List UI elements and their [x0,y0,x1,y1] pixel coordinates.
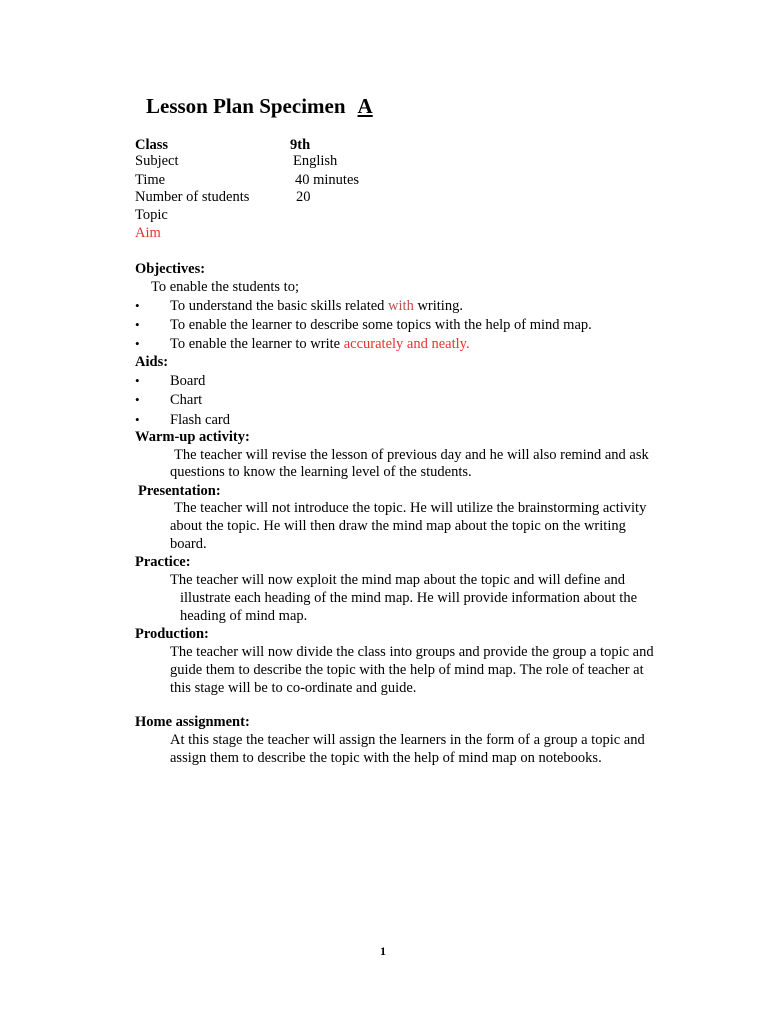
aim-label: Aim [135,225,161,241]
class-label: Class [135,137,169,153]
bullet-icon: • [135,373,140,388]
objective-text: To enable the learner to write [170,336,344,352]
practice-line: illustrate each heading of the mind map. He will provide information about the [180,590,638,606]
title-text: Lesson Plan Specimen [146,94,346,118]
bullet-icon: • [135,317,140,332]
presentation-line: about the topic. He will then draw the mind map about the topic on the writing [170,518,626,534]
home-line: assign them to describe the topic with the help of mind map on notebooks. [170,750,602,766]
practice-line: The teacher will now exploit the mind map about the topic and will define and [170,572,626,588]
page-number: 1 [380,944,386,958]
warmup-line: questions to know the learning level of the students. [170,464,472,480]
topic-label: Topic [135,207,168,223]
production-line: The teacher will now divide the class into groups and provide the group a topic and [170,644,654,660]
subject-label: Subject [135,153,179,169]
time-value: 40 minutes [295,172,360,188]
objectives-intro: To enable the students to; [151,279,299,295]
warmup-heading: Warm-up activity: [135,429,250,445]
bullet-icon: • [135,336,140,351]
objective-text: writing. [413,298,463,314]
practice-heading: Practice: [135,554,191,570]
production-line: guide them to describe the topic with the help of mind map. The role of teacher at [170,662,644,678]
objective-text: To understand the basic skills related [170,298,389,314]
students-label: Number of students [135,189,250,205]
production-line: this stage will be to co-ordinate and guide. [170,680,417,696]
bullet-icon: • [135,392,140,407]
home-line: At this stage the teacher will assign the learners in the form of a group a topic and [170,732,645,748]
bullet-icon: • [135,298,140,313]
objectives-heading: Objectives: [135,261,206,277]
aid-item: Flash card [170,412,230,428]
aid-item: Chart [170,392,203,408]
page-title [146,94,373,119]
objective-highlight: accurately and neatly. [343,336,470,352]
presentation-heading: Presentation: [138,483,221,499]
objective-item [170,335,470,353]
aid-item: Board [170,373,206,389]
time-label: Time [135,172,166,188]
production-heading: Production: [135,626,209,642]
warmup-line: The teacher will revise the lesson of previous day and he will also remind and ask [174,447,649,463]
presentation-line: The teacher will not introduce the topic. He will utilize the brainstorming activity [174,500,647,516]
aids-heading: Aids: [135,354,169,370]
title-letter: A [357,94,373,118]
objective-item: To enable the learner to describe some topics with the help of mind map. [170,317,592,333]
objective-highlight: with [388,298,414,314]
students-value: 20 [296,189,311,205]
presentation-line: board. [170,536,207,552]
class-value: 9th [290,137,311,153]
home-heading: Home assignment: [135,714,250,730]
objective-item [170,297,463,315]
bullet-icon: • [135,412,140,427]
practice-line: heading of mind map. [180,608,308,624]
subject-value: English [293,153,338,169]
